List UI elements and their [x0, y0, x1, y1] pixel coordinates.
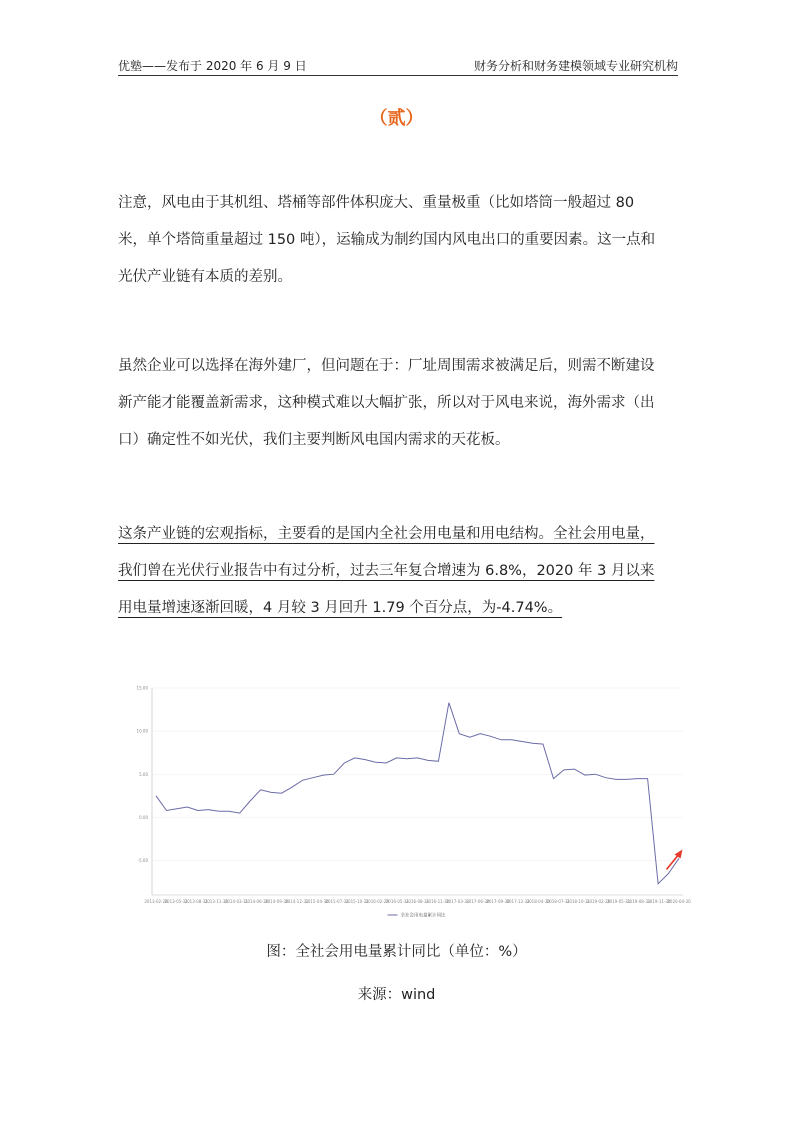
- x-tick-label: 2015-04-30: [305, 899, 329, 904]
- x-tick-label: 2017-06-30: [466, 899, 490, 904]
- header-publish-date: 优塾——发布于 2020 年 6 月 9 日: [118, 59, 307, 73]
- power-consumption-chart: [118, 680, 693, 925]
- x-tick-label: 2015-07-31: [325, 899, 349, 904]
- y-tick-label: -5.00: [137, 858, 148, 863]
- y-tick-label: 15.00: [136, 685, 148, 691]
- figure-caption: 图：全社会用电量累计同比（单位：%）: [266, 944, 527, 960]
- x-tick-label: 2016-05-31: [385, 899, 410, 904]
- x-tick-label: 2018-07-31: [546, 899, 570, 904]
- x-tick-label: 2014-06-30: [244, 899, 269, 904]
- x-tick-label: 2014-12-31: [285, 899, 309, 904]
- legend-label: 全社会用电量累计同比: [400, 913, 446, 919]
- x-tick-label: 2016-02-29: [365, 899, 389, 904]
- y-tick-label: 5.00: [139, 771, 148, 777]
- x-tick-label: 2013-02-28: [144, 899, 168, 904]
- x-tick-label: 2019-11-30: [647, 899, 671, 904]
- x-tick-label: 2017-09-30: [486, 899, 510, 904]
- x-tick-label: 2017-12-31: [506, 899, 530, 904]
- x-tick-label: 2019-08-31: [627, 899, 651, 904]
- paragraph-transport: [118, 185, 663, 296]
- section-title: （贰）: [369, 108, 424, 129]
- x-tick-label: 2019-05-31: [607, 899, 631, 904]
- paragraph-overseas-demand: [118, 348, 663, 459]
- x-tick-label: 2016-08-31: [405, 899, 430, 904]
- paragraph-text: 虽然企业可以选择在海外建厂，但问题在于：厂址周围需求被满足后，则需不断建设新产能才能覆盖新需求，这种模式难以大幅扩张，所以对于风电来说，海外需求（出口）确定性不如光伏，我们主要判断风电国内需求的天花板。: [118, 358, 655, 448]
- y-tick-label: 10.00: [136, 728, 148, 734]
- x-tick-label: 2016-11-30: [425, 899, 450, 904]
- paragraph-text: 注意，风电由于其机组、塔桶等部件体积庞大、重量极重（比如塔筒一般超过 80 米，单个塔筒重量超过 150 吨），运输成为制约国内风电出口的重要因素。这一点和光伏产业链有本质的差别。: [118, 195, 656, 285]
- x-tick-label: 2013-05-31: [164, 899, 188, 904]
- x-tick-label: 2017-03-31: [446, 899, 470, 904]
- page-header: [118, 53, 678, 76]
- x-tick-label: 2013-11-30: [204, 899, 228, 904]
- x-tick-label: 2020-04-30: [667, 899, 691, 904]
- figure-source: 来源：wind: [357, 987, 436, 1003]
- series-line-power-consumption: [156, 703, 679, 884]
- paragraph-text: 这条产业链的宏观指标，主要看的是国内全社会用电量和用电结构。全社会用电量，我们曾在光伏行业报告中有过分析，过去三年复合增速为 6.8%，2020 年 3 月以来用电量增速逐渐回暖，4 月较 3 月回升 1.79 个百分点，为-4.74%。: [118, 526, 655, 616]
- x-tick-label: 2014-09-30: [265, 899, 289, 904]
- paragraph-macro-indicator: [118, 516, 663, 627]
- y-tick-label: 0.00: [139, 814, 148, 820]
- x-tick-label: 2013-08-31: [184, 899, 208, 904]
- x-tick-label: 2015-10-31: [345, 899, 369, 904]
- x-tick-label: 2019-02-28: [586, 899, 611, 904]
- x-tick-label: 2018-10-31: [566, 899, 591, 904]
- header-org-tagline: 财务分析和财务建模领域专业研究机构: [473, 59, 678, 73]
- x-tick-label: 2018-04-30: [526, 899, 550, 904]
- x-tick-label: 2014-03-31: [224, 899, 249, 904]
